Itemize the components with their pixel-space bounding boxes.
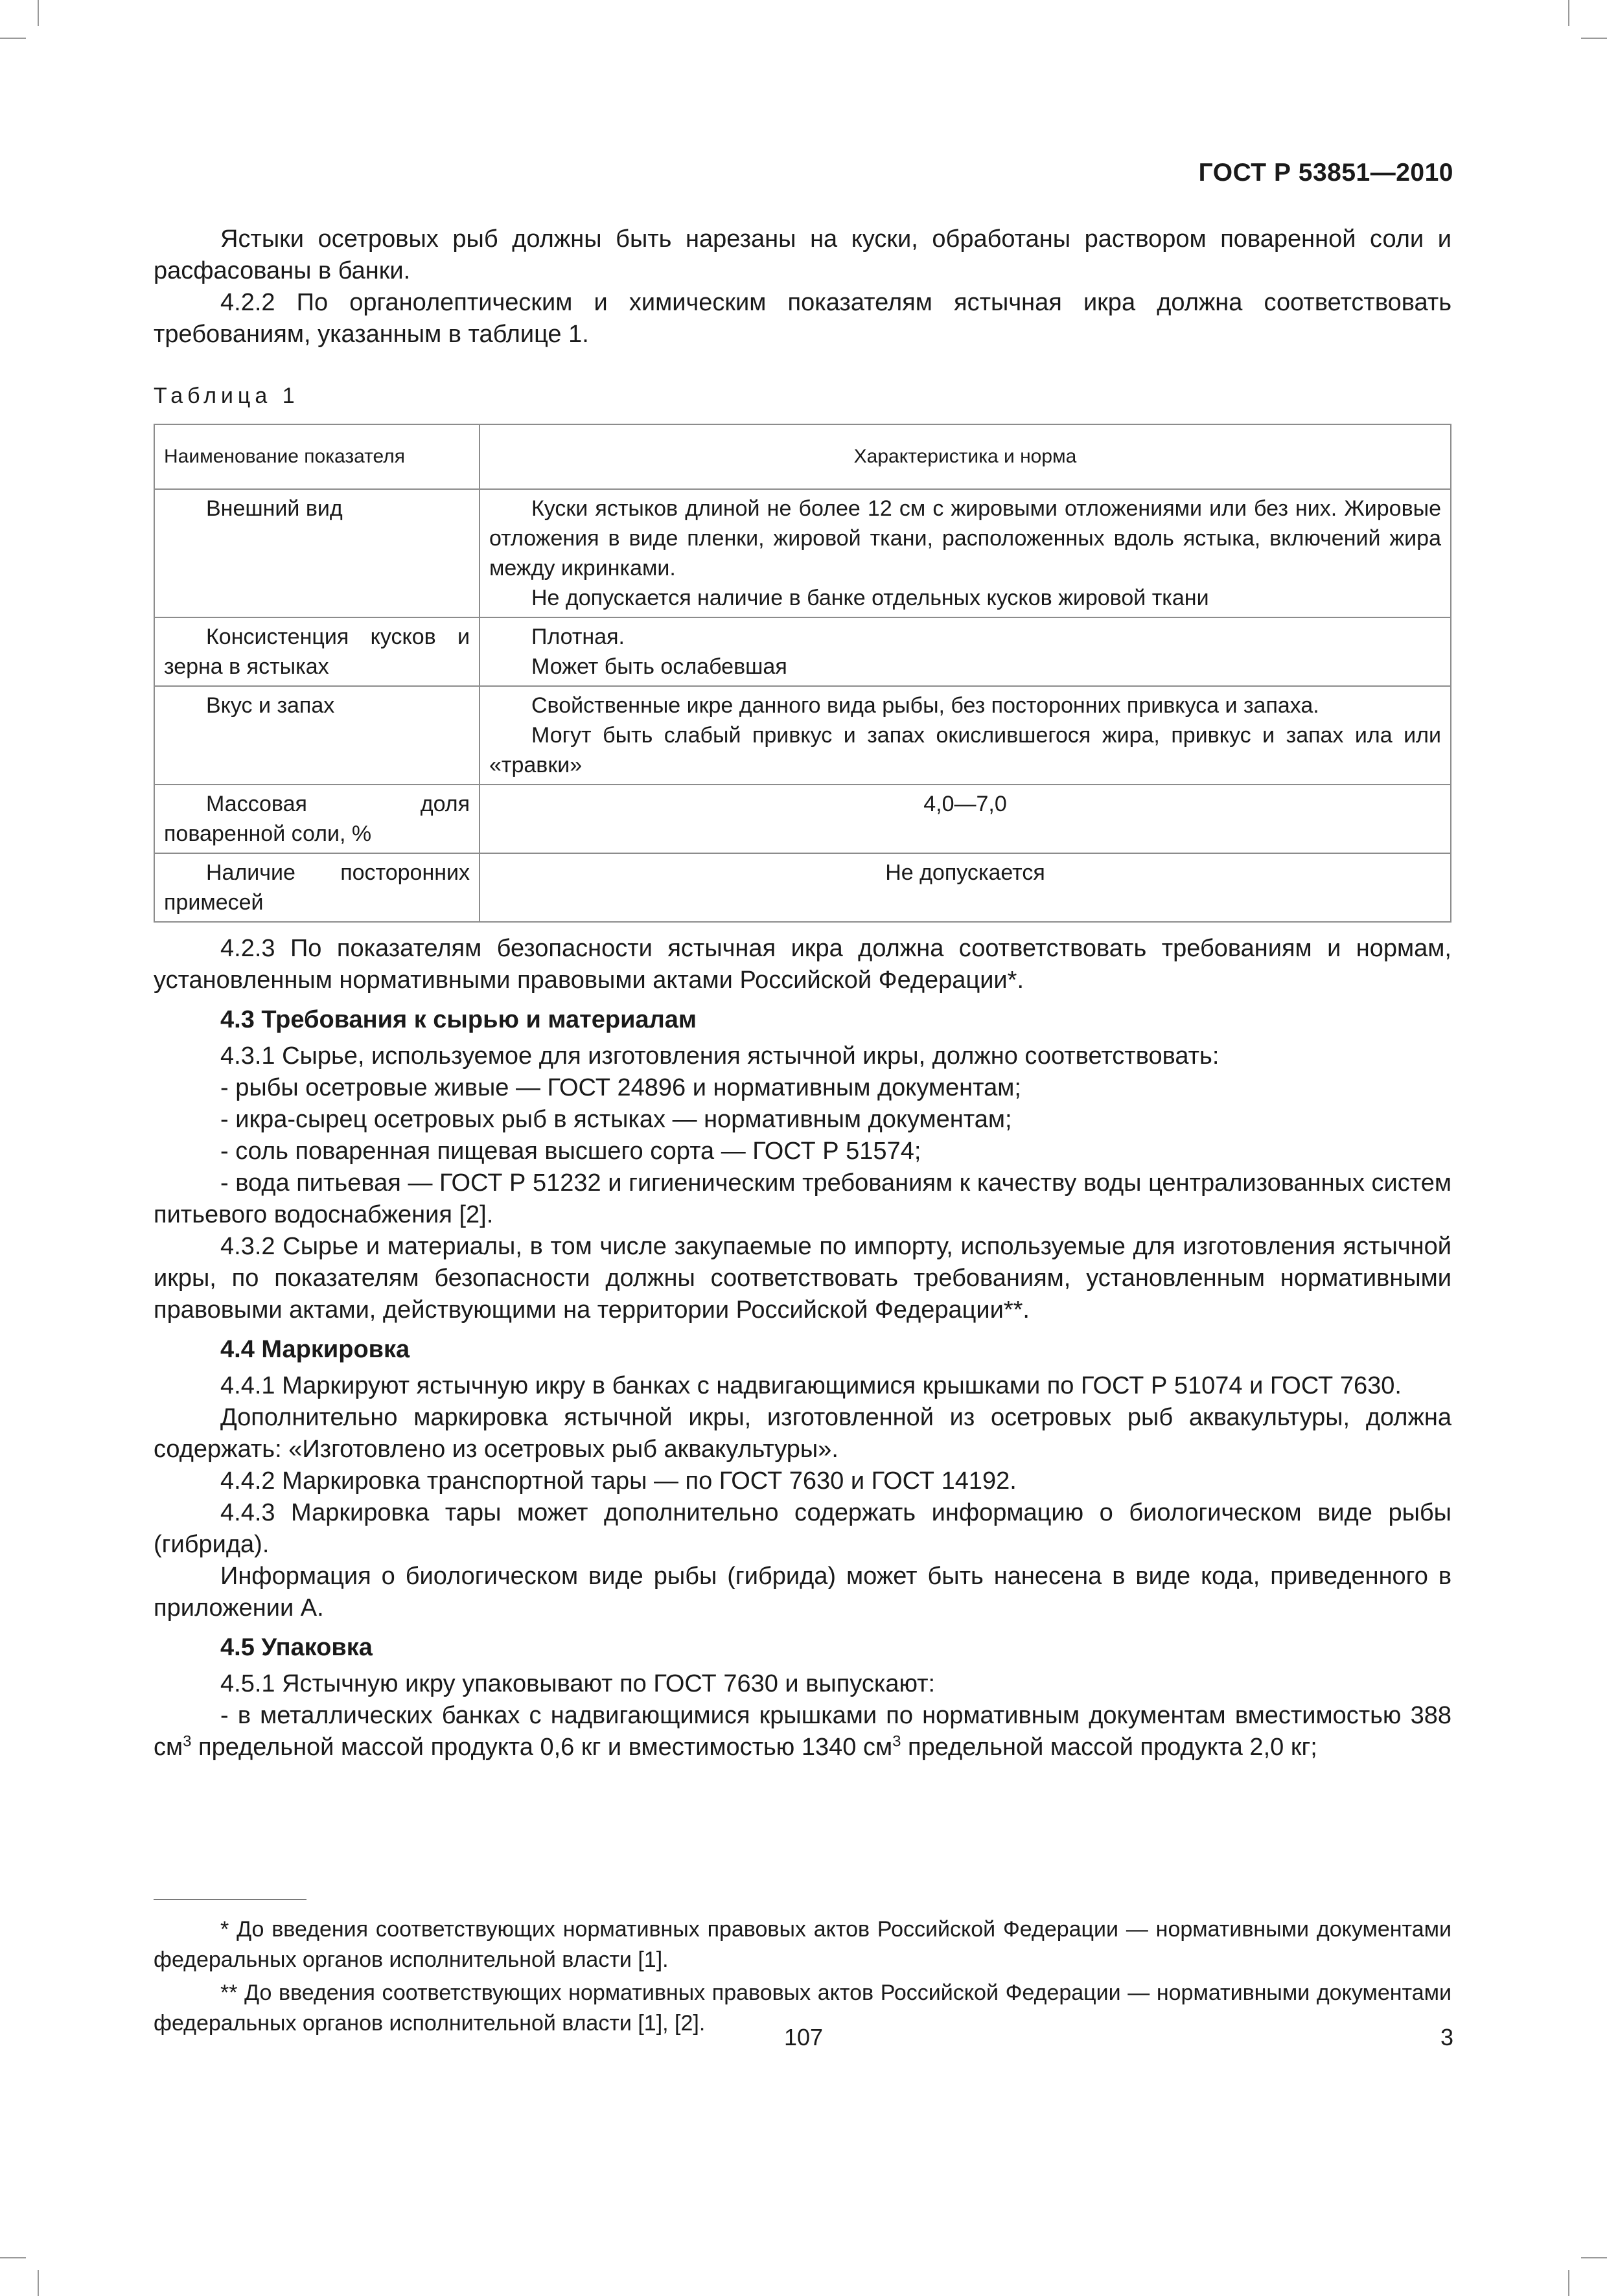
crop-mark <box>1581 2257 1607 2258</box>
cell-text: Вкус и запах <box>206 693 335 718</box>
footnotes <box>154 1914 1451 2041</box>
paragraph: Информация о биологическом виде рыбы (гибрида) может быть нанесена в виде кода, приведенного в приложении А. <box>154 1563 1451 1622</box>
indicator-value <box>480 617 1451 686</box>
paragraph: 4.2.2 По органолептическим и химическим показателям ястычная икра должна соответствовать требованиям, указанным в таблице 1. <box>154 289 1451 348</box>
crop-mark <box>1568 0 1569 26</box>
cell-text: Консистенция кусков и зерна в ястыках <box>164 625 470 679</box>
indicator-value: Не допускается <box>480 853 1451 922</box>
paragraph: 4.4.2 Маркировка транспортной тары — по ГОСТ 7630 и ГОСТ 14192. <box>220 1467 1017 1495</box>
text-span: предельной массой продукта 0,6 кг и вместимостью 1340 см <box>191 1734 893 1761</box>
cell-text: Внешний вид <box>206 496 343 521</box>
superscript: 3 <box>183 1732 192 1751</box>
paragraph: 4.3.1 Сырье, используемое для изготовления ястычной икры, должно соответствовать: <box>220 1042 1220 1070</box>
requirements-table <box>154 424 1451 923</box>
table-row <box>154 853 1451 922</box>
crop-mark <box>38 2270 39 2296</box>
page-number-right: 3 <box>1440 2024 1453 2050</box>
section-heading: 4.5 Упаковка <box>220 1634 373 1661</box>
table-row <box>154 617 1451 686</box>
column-header: Характеристика и норма <box>480 424 1451 489</box>
list-item: - икра-сырец осетровых рыб в ястыках — нормативным документам; <box>220 1106 1012 1133</box>
indicator-name <box>154 489 480 617</box>
paragraph: 4.5.1 Ястычную икру упаковывают по ГОСТ 7630 и выпускают: <box>220 1670 936 1697</box>
cell-text: Плотная. <box>531 625 625 649</box>
paragraph <box>154 1700 1451 1763</box>
footnote-separator <box>154 1899 306 1900</box>
document-header: ГОСТ Р 53851—2010 <box>1198 159 1453 187</box>
cell-text: Могут быть слабый привкус и запах окислившегося жира, привкус и запах ила или «травки» <box>489 723 1441 777</box>
cell-text: Куски ястыков длиной не более 12 см с жировыми отложениями или без них. Жировые отложения в виде пленки, жировой ткани, расположенных вдоль ястыка, включений жира между икринками. <box>489 496 1441 580</box>
page-number-center: 107 <box>783 2024 824 2050</box>
table-caption: Таблица 1 <box>154 384 299 408</box>
paragraph: 4.2.3 По показателям безопасности ястычная икра должна соответствовать требованиям и нормам, установленным нормативными правовыми актами Российской Федерации*. <box>154 935 1451 994</box>
crop-mark <box>1568 2270 1569 2296</box>
text-span: предельной массой продукта 2,0 кг; <box>901 1734 1317 1761</box>
paragraph: 4.4.1 Маркируют ястычную икру в банках с надвигающимися крышками по ГОСТ Р 51074 и ГОСТ 7630. <box>220 1372 1402 1399</box>
text-span: - в металлических банках с надвигающимися крышками по нормативным документам вместимостью 388 см <box>154 1702 1451 1761</box>
table-row <box>154 489 1451 617</box>
footnote: ** До введения соответствующих нормативных правовых актов Российской Федерации — нормативными документами федеральных органов исполнительной власти [1], [2]. <box>154 1980 1451 2036</box>
paragraph: Дополнительно маркировка ястычной икры, изготовленной из осетровых рыб аквакультуры, должна содержать: «Изготовлено из осетровых рыб аквакультуры». <box>154 1404 1451 1463</box>
footnote: * До введения соответствующих нормативных правовых актов Российской Федерации — нормативными документами федеральных органов исполнительной власти [1]. <box>154 1917 1451 1972</box>
paragraph: 4.3.2 Сырье и материалы, в том числе закупаемые по импорту, используемые для изготовления ястычной икры, по показателям безопасности должны соответствовать требованиям, установленным нормативными правовыми актами, действующими на территории Российской Федерации**. <box>154 1233 1451 1324</box>
indicator-value <box>480 686 1451 785</box>
crop-mark <box>0 38 26 39</box>
indicator-name <box>154 785 480 853</box>
cell-text: Массовая доля поваренной соли, % <box>164 792 470 846</box>
crop-mark <box>38 0 39 26</box>
indicator-name <box>154 853 480 922</box>
cell-text: Не допускается наличие в банке отдельных кусков жировой ткани <box>531 586 1209 610</box>
page-body <box>154 224 1451 1763</box>
table-header-row <box>154 424 1451 489</box>
list-item: - рыбы осетровые живые — ГОСТ 24896 и нормативным документам; <box>220 1074 1021 1101</box>
indicator-value <box>480 489 1451 617</box>
paragraph: 4.4.3 Маркировка тары может дополнительно содержать информацию о биологическом виде рыбы (гибрида). <box>154 1499 1451 1558</box>
table-row <box>154 686 1451 785</box>
list-item: - соль поваренная пищевая высшего сорта — ГОСТ Р 51574; <box>220 1138 921 1165</box>
crop-mark <box>0 2257 26 2258</box>
column-header: Наименование показателя <box>154 424 480 489</box>
cell-text: Может быть ослабевшая <box>531 654 787 679</box>
paragraph: Ястыки осетровых рыб должны быть нарезаны на куски, обработаны раствором поваренной соли и расфасованы в банки. <box>154 225 1451 284</box>
section-heading: 4.4 Маркировка <box>220 1336 410 1363</box>
list-item: - вода питьевая — ГОСТ Р 51232 и гигиеническим требованиям к качеству воды централизованных систем питьевого водоснабжения [2]. <box>154 1169 1451 1228</box>
indicator-name <box>154 617 480 686</box>
cell-text: Наличие посторонних примесей <box>164 860 470 915</box>
section-heading: 4.3 Требования к сырью и материалам <box>220 1006 697 1033</box>
cell-text: Свойственные икре данного вида рыбы, без посторонних привкуса и запаха. <box>531 693 1319 718</box>
indicator-name <box>154 686 480 785</box>
table-row <box>154 785 1451 853</box>
crop-mark <box>1581 38 1607 39</box>
superscript: 3 <box>892 1732 901 1751</box>
indicator-value: 4,0—7,0 <box>480 785 1451 853</box>
